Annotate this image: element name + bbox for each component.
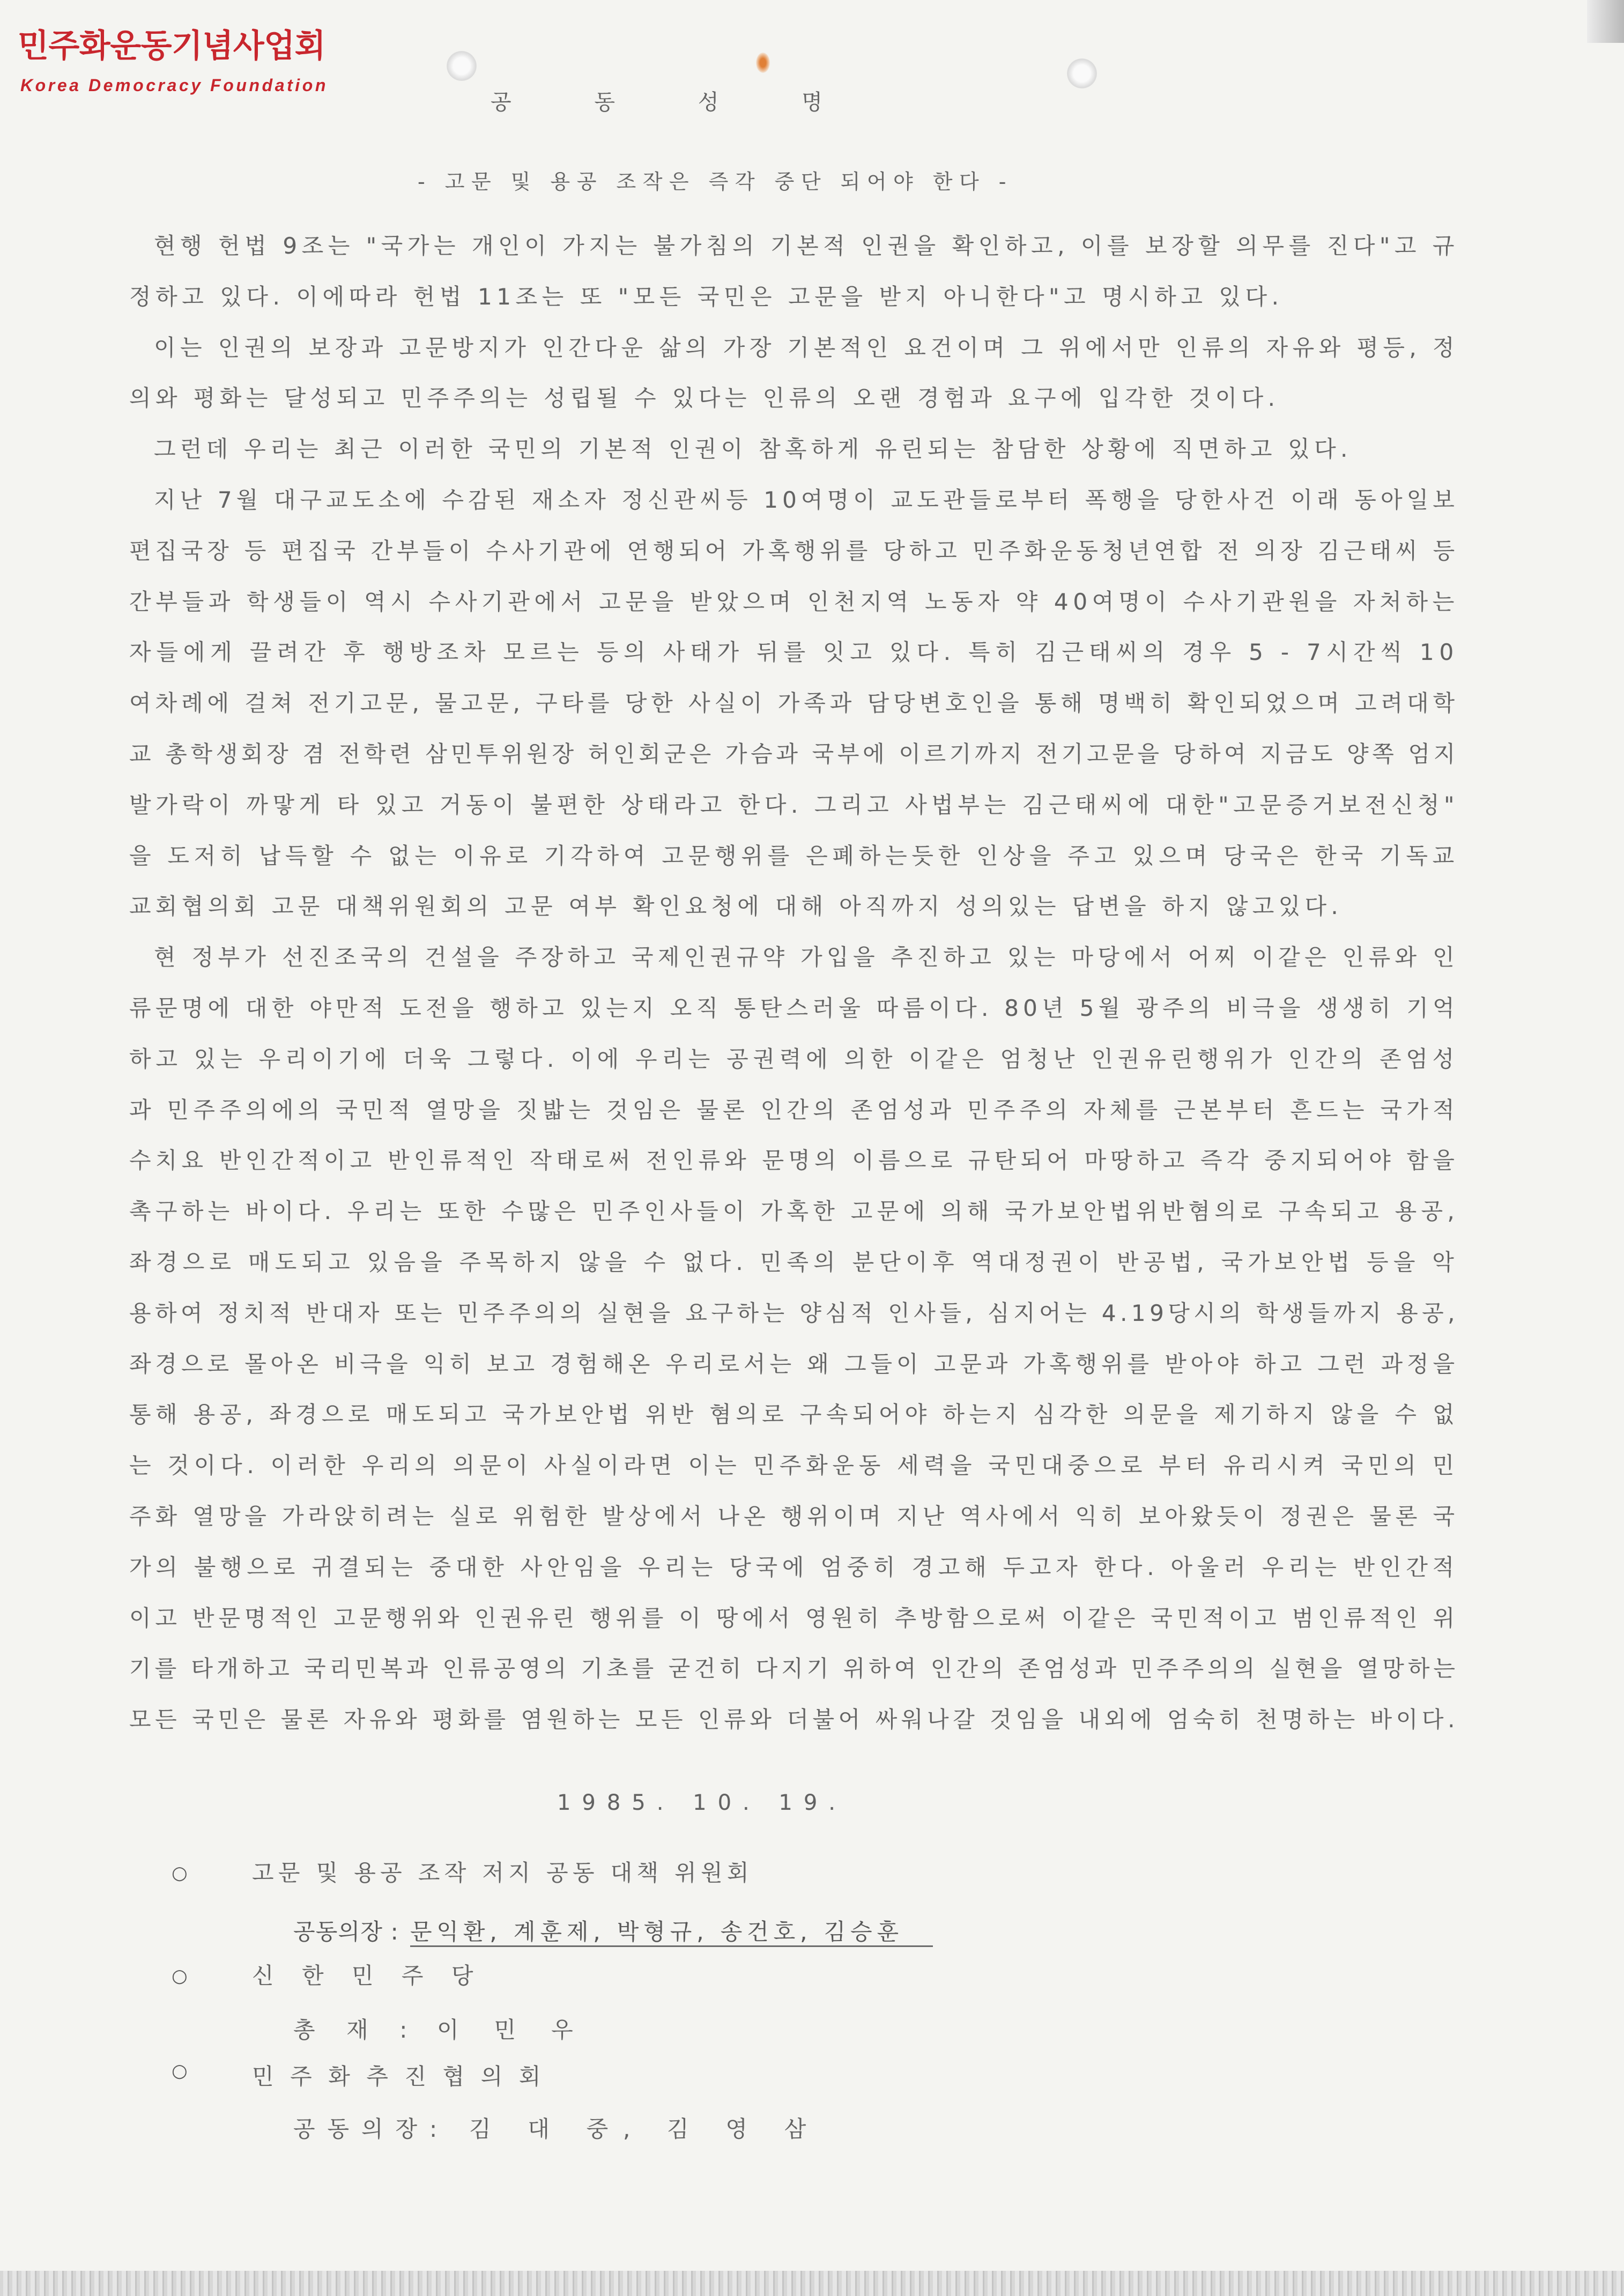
body-paragraph: [129, 221, 1459, 323]
body-line-row: [129, 932, 1459, 983]
body-line-row: [129, 424, 1459, 475]
body-line: 교회협의회 고문 대책위원회의 고문 여부 확인요청에 대해 아직까지 성의있는 답변을 하지 않고있다.: [129, 893, 1343, 920]
body-line: 좌경으로 매도되고 있음을 주목하지 않을 수 없다. 민족의 분단이후 역대정권이 반공법, 국가보안법 등을 악: [129, 1249, 1459, 1275]
body-line: 주화 열망을 가라앉히려는 실로 위험한 발상에서 나온 행위이며 지난 역사에서 익히 보아왔듯이 정권은 물론 국: [129, 1503, 1459, 1529]
signatory-names: 이 민 우: [437, 2017, 587, 2043]
ink-stain: [756, 53, 770, 73]
scan-edge: [1587, 0, 1624, 43]
body-line: 류문명에 대한 야만적 도전을 행하고 있는지 오직 통탄스러울 따름이다. 80년 5월 광주의 비극을 생생히 기억: [129, 994, 1459, 1021]
foundation-logo-english: [20, 74, 328, 96]
body-line: 지난 7월 대구교도소에 수감된 재소자 정신관씨등 10여명이 교도관들로부터 폭행을 당한사건 이래 동아일보: [154, 486, 1459, 513]
foundation-logo-text: 민주화운동기념사업회: [18, 27, 325, 65]
body-line: 간부들과 학생들이 역시 수사기관에서 고문을 받았으며 인천지역 노동자 약 40여명이 수사기관원을 자처하는: [129, 588, 1459, 615]
document-title-box: [491, 87, 861, 117]
foundation-logo: [18, 24, 325, 69]
body-line: 그런데 우리는 최근 이러한 국민의 기본적 인권이 참혹하게 유린되는 참담한 상황에 직면하고 있다.: [154, 436, 1352, 463]
signatory-organization-box: [252, 1961, 484, 1991]
body-line-row: [129, 1288, 1459, 1339]
body-line-row: [129, 1339, 1459, 1390]
signatory-names-box: [469, 2114, 821, 2144]
body-line: 을 도저히 납득할 수 없는 이유로 기각하여 고문행위를 은폐하는듯한 인상을 주고 있으며 당국은 한국 기독교: [129, 842, 1459, 869]
body-paragraph: [129, 323, 1459, 425]
body-line: 정하고 있다. 이에따라 헌법 11조는 또 "모든 국민은 고문을 받지 아니한다"고 명시하고 있다.: [129, 283, 1284, 310]
body-line: 하고 있는 우리이기에 더욱 그렇다. 이에 우리는 공권력에 의한 이같은 엄청난 인권유린행위가 인간의 존엄성: [129, 1045, 1459, 1072]
body-line: 이는 인권의 보장과 고문방지가 인간다운 삶의 가장 기본적인 요건이며 그 위에서만 인류의 자유와 평등, 정: [154, 334, 1459, 361]
document-subtitle-box: [418, 167, 1013, 197]
body-line-row: [129, 475, 1459, 526]
body-line: 가의 불행으로 귀결되는 중대한 사안임을 우리는 당국에 엄중히 경고해 두고자 한다. 아울러 우리는 반인간적: [129, 1554, 1459, 1580]
body-line: 발가락이 까맣게 타 있고 거동이 불편한 상태라고 한다. 그리고 사법부는 김근태씨에 대한"고문증거보전신청": [129, 791, 1459, 818]
body-line-row: [129, 1237, 1459, 1288]
body-line: 는 것이다. 이러한 우리의 의문이 사실이라면 이는 민주화운동 세력을 국민대중으로 부터 유리시켜 국민의 민: [129, 1452, 1459, 1479]
body-line: 수치요 반인간적이고 반인류적인 작태로써 전인류와 문명의 이름으로 규탄되어 마땅하고 즉각 중지되어야 함을: [129, 1147, 1459, 1174]
body-line-row: [129, 1644, 1459, 1695]
signatory-role-box: [293, 1917, 399, 1947]
body-line-row: [129, 1390, 1459, 1440]
body-line: 촉구하는 바이다. 우리는 또한 수많은 민주인사들이 가혹한 고문에 의해 국가보안법위반혐의로 구속되고 용공,: [129, 1198, 1459, 1225]
body-paragraph: [129, 424, 1459, 475]
body-line-row: [129, 780, 1459, 831]
body-line: 좌경으로 몰아온 비극을 익히 보고 경험해온 우리로서는 왜 그들이 고문과 가혹행위를 받아야 하고 그런 과정을: [129, 1350, 1459, 1377]
body-paragraph: [129, 932, 1459, 1745]
signatory-names-box: [437, 2015, 587, 2045]
document-title: 공 동 성 명: [491, 90, 861, 115]
signatory-role: 총 재 :: [293, 2017, 419, 2043]
punch-hole: [447, 51, 477, 81]
body-line: 과 민주주의에의 국민적 열망을 짓밟는 것임은 물론 인간의 존엄성과 민주주의 자체를 근본부터 흔드는 국가적: [129, 1096, 1459, 1123]
body-line-row: [129, 1542, 1459, 1593]
body-line-row: [129, 272, 1459, 323]
body-line: 통해 용공, 좌경으로 매도되고 국가보안법 위반 혐의로 구속되어야 하는지 심각한 의문을 제기하지 않을 수 없: [129, 1401, 1459, 1428]
signatory-bullet: ○: [172, 1965, 188, 1987]
body-line: 교 총학생회장 겸 전학련 삼민투위원장 허인회군은 가슴과 국부에 이르기까지 전기고문을 당하여 지금도 양쪽 엄지: [129, 740, 1459, 767]
signatory-role: 공동의장 :: [293, 1919, 399, 1945]
body-line-row: [129, 1491, 1459, 1542]
document-date-box: [557, 1788, 847, 1818]
signatory-organization: 고문 및 용공 조작 저지 공동 대책 위원회: [252, 1860, 753, 1886]
body-line: 현 정부가 선진조국의 건설을 주장하고 국제인권규약 가입을 추진하고 있는 마당에서 어찌 이같은 인류와 인: [154, 944, 1459, 971]
body-line: 현행 헌법 9조는 "국가는 개인이 가지는 불가침의 기본적 인권을 확인하고, 이를 보장할 의무를 진다"고 규: [154, 233, 1459, 259]
body-line-row: [129, 881, 1459, 932]
body-line-row: [129, 729, 1459, 780]
signatory-names: 문익환, 계훈제, 박형규, 송건호, 김승훈: [410, 1919, 903, 1945]
body-line: 의와 평화는 달성되고 민주주의는 성립될 수 있다는 인류의 오랜 경험과 요구에 입각한 것이다.: [129, 385, 1280, 412]
signatory-bullet: ○: [172, 1862, 188, 1884]
document-subtitle: - 고문 및 용공 조작은 즉각 중단 되어야 한다 -: [418, 170, 1013, 194]
body-line-row: [129, 1186, 1459, 1237]
body-line: 이고 반문명적인 고문행위와 인권유린 행위를 이 땅에서 영원히 추방함으로써 이같은 국민적이고 범인류적인 위: [129, 1604, 1459, 1631]
body-paragraph: [129, 475, 1459, 932]
body-line-row: [129, 983, 1459, 1034]
signatory-names: 김 대 중, 김 영 삼: [469, 2116, 821, 2142]
body-line-row: [129, 678, 1459, 729]
body-line-row: [129, 526, 1459, 577]
body-line: 기를 타개하고 국리민복과 인류공영의 기초를 굳건히 다지기 위하여 인간의 존엄성과 민주주의의 실현을 열망하는: [129, 1655, 1459, 1682]
foundation-logo-english-text: Korea Democracy Foundation: [20, 76, 328, 95]
signatory-organization: 신 한 민 주 당: [252, 1963, 484, 1989]
body-line: 편집국장 등 편집국 간부들이 수사기관에 연행되어 가혹행위를 당하고 민주화운동청년연합 전 의장 김근태씨 등: [129, 537, 1459, 564]
scan-edge: [0, 2271, 1624, 2296]
signatory-role-box: [293, 2114, 440, 2144]
signatory-organization: 민 주 화 추 진 협 의 회: [252, 2063, 545, 2090]
document-date: 1985. 10. 19.: [557, 1790, 847, 1815]
signatory-organization-box: [252, 2062, 545, 2092]
body-line: 모든 국민은 물론 자유와 평화를 염원하는 모든 인류와 더불어 싸워나갈 것임을 내외에 엄숙히 천명하는 바이다.: [129, 1706, 1459, 1733]
signatory-bullet: ○: [172, 2060, 188, 2082]
statement-body: [129, 221, 1459, 1745]
signatory-names-box: [410, 1917, 933, 1947]
signatory-organization-box: [252, 1858, 753, 1888]
signatory-role: 공 동 의 장 :: [293, 2116, 440, 2142]
body-line-row: [129, 1440, 1459, 1491]
body-line-row: [129, 1695, 1459, 1745]
punch-hole: [1067, 58, 1097, 88]
body-line-row: [129, 577, 1459, 628]
body-line-row: [129, 373, 1459, 424]
body-line: 여차례에 걸쳐 전기고문, 물고문, 구타를 당한 사실이 가족과 담당변호인을 통해 명백히 확인되었으며 고려대학: [129, 690, 1459, 717]
body-line-row: [129, 1085, 1459, 1136]
body-line-row: [129, 1135, 1459, 1186]
body-line-row: [129, 1034, 1459, 1085]
body-line: 용하여 정치적 반대자 또는 민주주의의 실현을 요구하는 양심적 인사들, 심지어는 4.19당시의 학생들까지 용공,: [129, 1299, 1459, 1326]
signatory-role-box: [293, 2015, 419, 2045]
body-line-row: [129, 627, 1459, 678]
body-line: 자들에게 끌려간 후 행방조차 모르는 등의 사태가 뒤를 잇고 있다. 특히 김근태씨의 경우 5 - 7시간씩 10: [129, 639, 1459, 666]
body-line-row: [129, 323, 1459, 374]
body-line-row: [129, 221, 1459, 272]
body-line-row: [129, 831, 1459, 882]
body-line-row: [129, 1593, 1459, 1644]
